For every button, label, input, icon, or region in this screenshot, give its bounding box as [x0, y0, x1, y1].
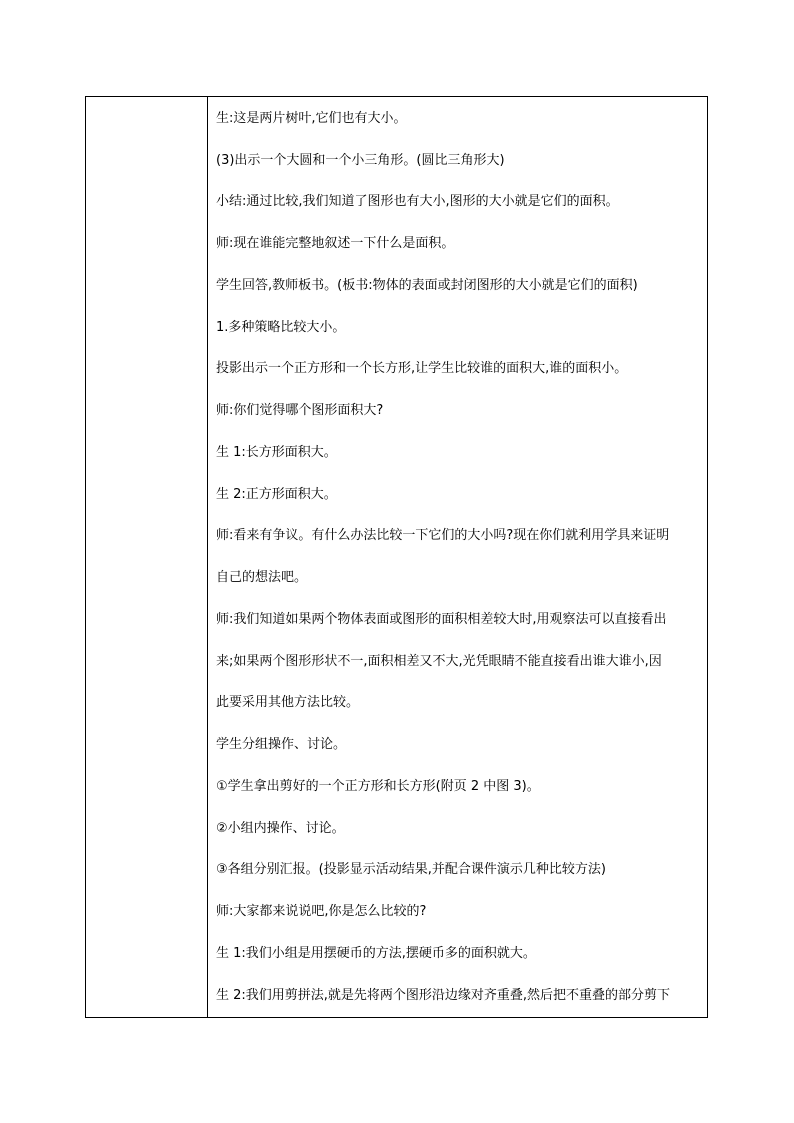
- text-line: 师:看来有争议。有什么办法比较一下它们的大小吗?现在你们就利用学具来证明: [216, 528, 670, 543]
- text-line: 师:你们觉得哪个图形面积大?: [216, 403, 384, 418]
- text-line: 1.多种策略比较大小。: [216, 320, 346, 335]
- table-left-cell: [86, 97, 208, 1017]
- text-line: ②小组内操作、讨论。: [216, 821, 345, 836]
- text-line: 小结:通过比较,我们知道了图形也有大小,图形的大小就是它们的面积。: [216, 194, 619, 209]
- text-line: 学生回答,教师板书。(板书:物体的表面或封闭图形的大小就是它们的面积): [216, 278, 638, 293]
- text-line: 来;如果两个图形形状不一,面积相差又不大,光凭眼睛不能直接看出谁大谁小,因: [216, 654, 662, 669]
- text-line: 生 1:我们小组是用摆硬币的方法,摆硬币多的面积就大。: [216, 946, 536, 961]
- text-line: 生:这是两片树叶,它们也有大小。: [216, 111, 407, 126]
- text-line: 师:现在谁能完整地叙述一下什么是面积。: [216, 236, 455, 251]
- text-line: 投影出示一个正方形和一个长方形,让学生比较谁的面积大,谁的面积小。: [216, 361, 628, 376]
- text-line: 自己的想法吧。: [216, 570, 308, 585]
- text-line: ①学生拿出剪好的一个正方形和长方形(附页 2 中图 3)。: [216, 779, 540, 794]
- text-line: 师:大家都来说说吧,你是怎么比较的?: [216, 904, 427, 919]
- text-line: ③各组分别汇报。(投影显示活动结果,并配合课件演示几种比较方法): [216, 862, 606, 877]
- text-line: 学生分组操作、讨论。: [216, 737, 347, 752]
- text-line: (3)出示一个大圆和一个小三角形。(圆比三角形大): [216, 153, 505, 168]
- text-line: 生 1:长方形面积大。: [216, 445, 337, 460]
- text-line: 师:我们知道如果两个物体表面或图形的面积相差较大时,用观察法可以直接看出: [216, 612, 667, 627]
- text-line: 此要采用其他方法比较。: [216, 695, 360, 710]
- text-line: 生 2:我们用剪拼法,就是先将两个图形沿边缘对齐重叠,然后把不重叠的部分剪下: [216, 988, 671, 1003]
- text-line: 生 2:正方形面积大。: [216, 487, 337, 502]
- table-right-cell: [208, 97, 707, 1017]
- lesson-table: [85, 96, 708, 1018]
